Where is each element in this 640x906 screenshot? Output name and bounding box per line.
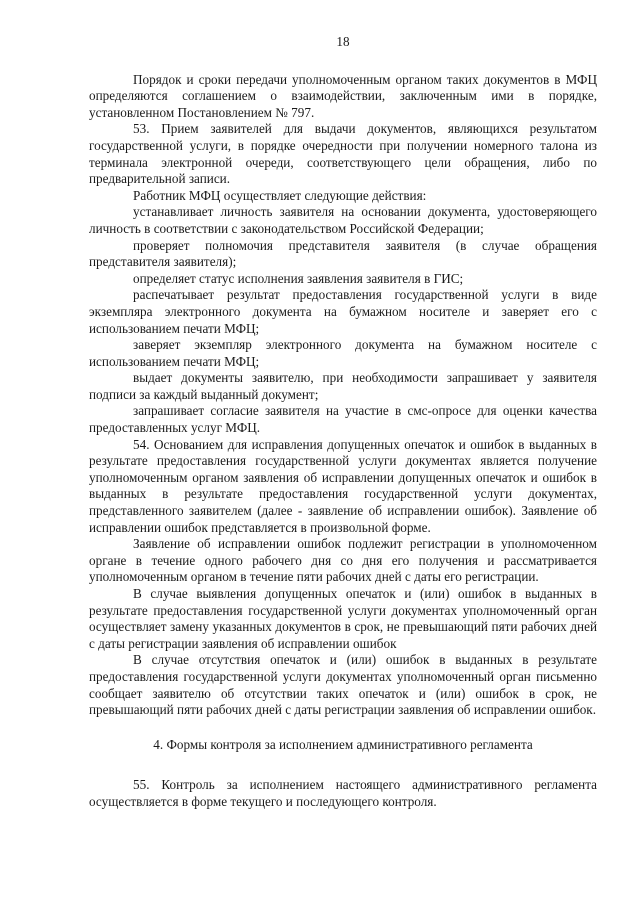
paragraph-action-status: определяет статус исполнения заявления заявителя в ГИС; [133,270,464,286]
paragraph-mfc-actions-intro: Работник МФЦ осуществляет следующие действия: [133,187,427,203]
paragraph-action-print: распечатывает результат предоставления государственной услуги в виде экземпляра электронного документа на бумажном носителе и заверяет его с использованием печати МФЦ; [89,287,597,336]
paragraph-transfer-order: Порядок и сроки передачи уполномоченным органом таких документов в МФЦ определяются соглашением о взаимодействии, заключенным ими в порядке, установленном Постановлением № 797. [89,71,597,120]
paragraph-registration: Заявление об исправлении ошибок подлежит регистрации в уполномоченном органе в течение одного рабочего дня со дня его получения и рассматривается уполномоченным органом в течение пяти рабочих дней с даты его регистрации. [89,536,597,585]
paragraph-55: 55. Контроль за исполнением настоящего административного регламента осуществляется в форме текущего и последующего контроля. [89,777,597,809]
paragraph-no-errors: В случае отсутствия опечаток и (или) ошибок в выданных в результате предоставления государственной услуги документах уполномоченный орган письменно сообщает заявителю об отсутствии таких опечаток и (или) ошибок в срок, не превышающий пяти рабочих дней с даты регистрации заявления об исправлении ошибок. [89,652,597,718]
page-number: 18 [336,34,350,49]
paragraph-action-check-authority: проверяет полномочия представителя заявителя (в случае обращения представителя заявителя); [89,237,597,270]
paragraph-errors-found: В случае выявления допущенных опечаток и (или) ошибок в выданных в результате предоставления государственной услуги документах уполномоченный орган осуществляет замену указанных документов в срок, не превышающий пяти рабочих дней с даты регистрации заявления об исправлении ошибок [89,586,597,651]
document-page [89,34,597,811]
paragraph-action-issue: выдает документы заявителю, при необходимости запрашивает у заявителя подписи за каждый выданный документ; [89,370,597,402]
paragraph-action-certify: заверяет экземпляр электронного документа на бумажном носителе с использованием печати МФЦ; [89,337,597,369]
paragraph-53: 53. Прием заявителей для выдачи документов, являющихся результатом государственной услуги, в порядке очередности при получении номерного талона из терминала электронной очереди, соответствующего цели обращения, либо по предварительной записи. [89,121,597,187]
paragraph-action-identify: устанавливает личность заявителя на основании документа, удостоверяющего личность в соответствии с законодательством Российской Федерации; [89,204,597,236]
paragraph-54: 54. Основанием для исправления допущенных опечаток и ошибок в выданных в результате предоставления государственной услуги документах является получение уполномоченным органом заявления об исправлении допущенных опечаток и ошибок в выданных в результате предоставления государственной услуги документах, представленного заявителем (далее - заявление об исправлении ошибок). Заявление об исправлении ошибок представляется в произвольной форме. [89,436,597,535]
section-heading: 4. Формы контроля за исполнением административного регламента [153,736,533,752]
paragraph-action-survey: запрашивает согласие заявителя на участие в смс-опросе для оценки качества предоставленных услуг МФЦ. [89,403,597,436]
